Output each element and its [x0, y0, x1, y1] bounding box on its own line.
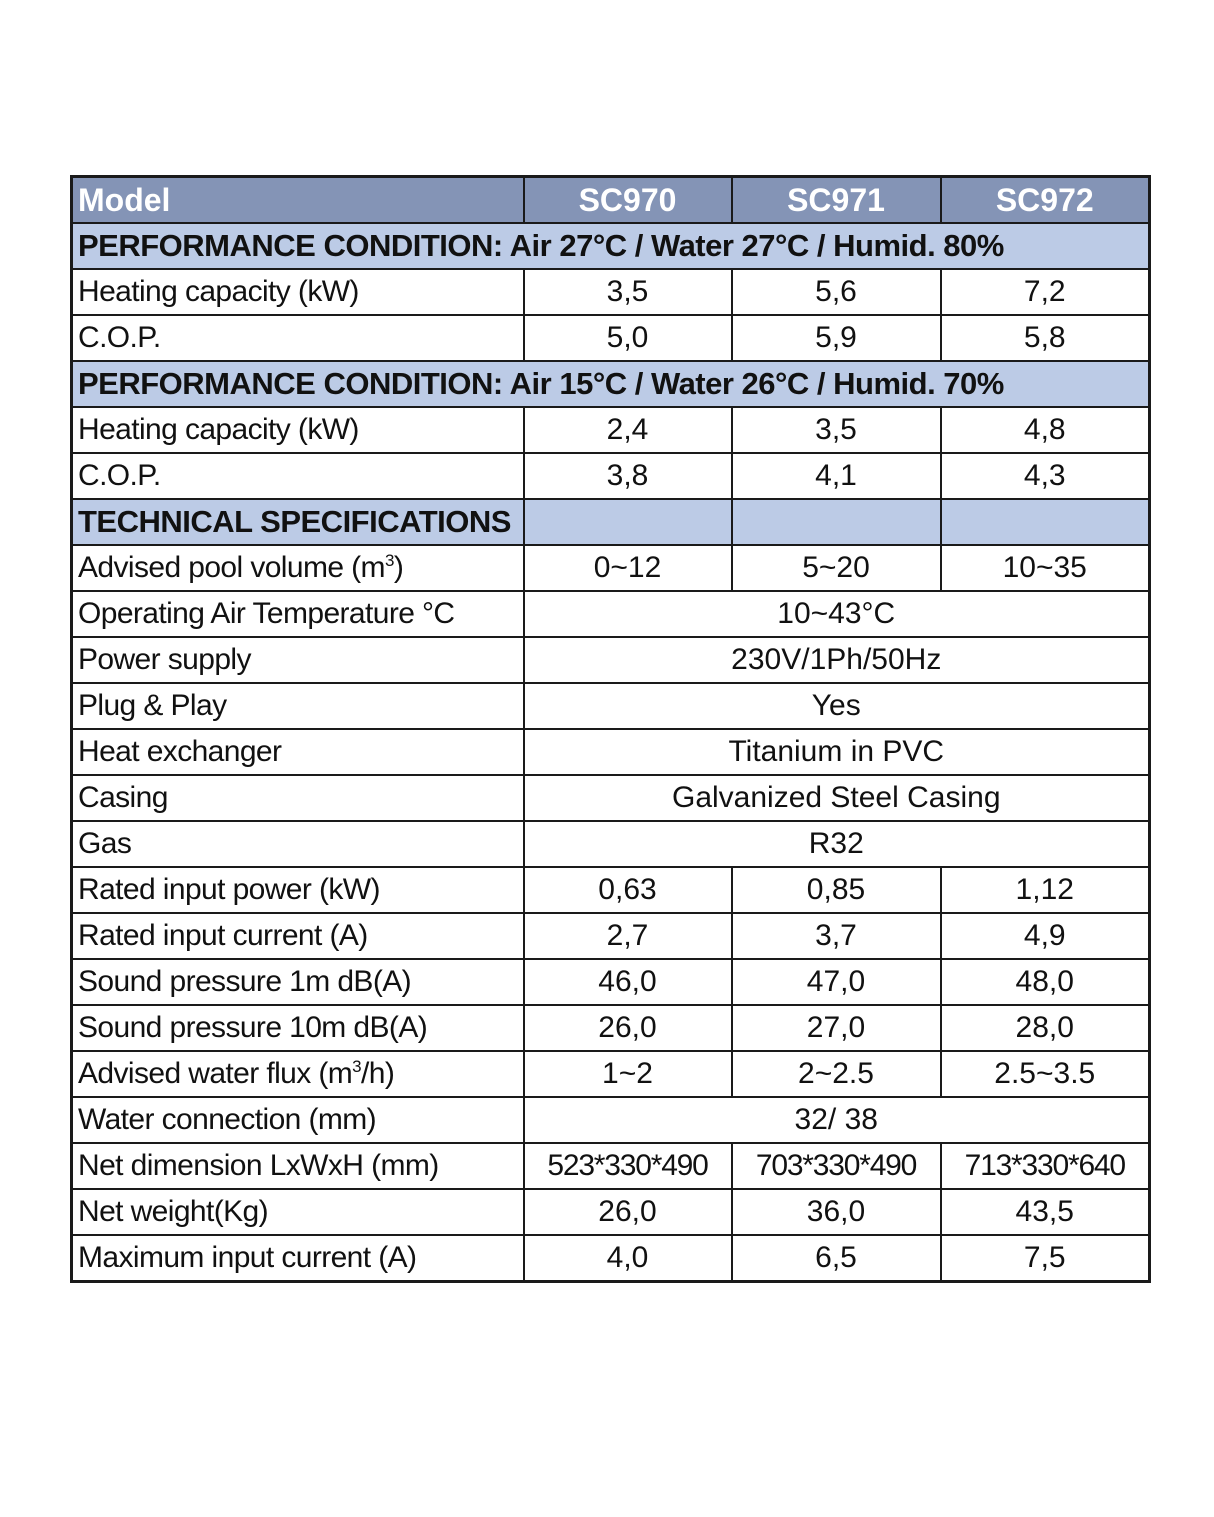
row-label: Rated input current (A)	[72, 913, 524, 959]
table-row	[72, 591, 1150, 637]
model-name-sc970: SC970	[524, 177, 732, 224]
cell-value: 47,0	[732, 959, 941, 1005]
cell-value: 27,0	[732, 1005, 941, 1051]
cell-value: 5,0	[524, 315, 732, 361]
table-row	[72, 959, 1150, 1005]
row-label: Sound pressure 10m dB(A)	[72, 1005, 524, 1051]
row-label: Heating capacity (kW)	[72, 407, 524, 453]
row-label: Operating Air Temperature °C	[72, 591, 524, 637]
table-row	[72, 637, 1150, 683]
cell-value: 10~35	[941, 545, 1150, 591]
label-text: Advised water flux (m	[78, 1057, 353, 1090]
section-empty-cell	[732, 499, 941, 545]
model-name-sc971: SC971	[732, 177, 941, 224]
row-label: Sound pressure 1m dB(A)	[72, 959, 524, 1005]
section-title-technical: TECHNICAL SPECIFICATIONS	[72, 499, 524, 545]
row-label: Gas	[72, 821, 524, 867]
label-text-end: /h)	[361, 1057, 395, 1090]
cell-value: 0,63	[524, 867, 732, 913]
table-row	[72, 1005, 1150, 1051]
section-row-technical	[72, 499, 1150, 545]
row-label	[72, 1051, 524, 1097]
section-title-performance-2: PERFORMANCE CONDITION: Air 15°C / Water 26°C / Humid. 70%	[72, 361, 1150, 407]
cell-value: 0,85	[732, 867, 941, 913]
cell-value-merged: 230V/1Ph/50Hz	[524, 637, 1150, 683]
cell-value: 7,5	[941, 1235, 1150, 1282]
section-empty-cell	[524, 499, 732, 545]
spec-table	[70, 175, 1151, 1283]
table-row	[72, 1189, 1150, 1235]
table-row	[72, 913, 1150, 959]
row-label: Power supply	[72, 637, 524, 683]
table-row	[72, 729, 1150, 775]
section-empty-cell	[941, 499, 1150, 545]
row-label: C.O.P.	[72, 315, 524, 361]
cell-value: 523*330*490	[524, 1143, 732, 1189]
cell-value: 5,9	[732, 315, 941, 361]
table-row	[72, 775, 1150, 821]
table-row	[72, 407, 1150, 453]
cell-value: 26,0	[524, 1189, 732, 1235]
cell-value: 713*330*640	[941, 1143, 1150, 1189]
cell-value-merged: Yes	[524, 683, 1150, 729]
row-label: Net dimension LxWxH (mm)	[72, 1143, 524, 1189]
cell-value: 3,5	[524, 269, 732, 315]
cell-value: 7,2	[941, 269, 1150, 315]
model-name-sc972: SC972	[941, 177, 1150, 224]
superscript: 3	[384, 551, 394, 570]
cell-value-merged: 32/ 38	[524, 1097, 1150, 1143]
cell-value: 4,8	[941, 407, 1150, 453]
table-row	[72, 453, 1150, 499]
row-label: Heating capacity (kW)	[72, 269, 524, 315]
cell-value: 48,0	[941, 959, 1150, 1005]
section-row-performance-2	[72, 361, 1150, 407]
cell-value-merged: Galvanized Steel Casing	[524, 775, 1150, 821]
table-row	[72, 821, 1150, 867]
superscript: 3	[352, 1057, 362, 1076]
cell-value: 2,7	[524, 913, 732, 959]
row-label: Net weight(Kg)	[72, 1189, 524, 1235]
section-title-performance-1: PERFORMANCE CONDITION: Air 27°C / Water 27°C / Humid. 80%	[72, 223, 1150, 269]
cell-value: 0~12	[524, 545, 732, 591]
cell-value-merged: 10~43°C	[524, 591, 1150, 637]
table-row	[72, 683, 1150, 729]
table-row	[72, 1097, 1150, 1143]
table-row	[72, 1051, 1150, 1097]
row-label: Casing	[72, 775, 524, 821]
cell-value: 2~2.5	[732, 1051, 941, 1097]
row-label	[72, 545, 524, 591]
cell-value: 26,0	[524, 1005, 732, 1051]
cell-value: 3,7	[732, 913, 941, 959]
row-label: Heat exchanger	[72, 729, 524, 775]
cell-value: 4,1	[732, 453, 941, 499]
table-row	[72, 315, 1150, 361]
table-row	[72, 867, 1150, 913]
cell-value: 4,3	[941, 453, 1150, 499]
cell-value: 1~2	[524, 1051, 732, 1097]
cell-value: 5,6	[732, 269, 941, 315]
cell-value: 703*330*490	[732, 1143, 941, 1189]
table-row	[72, 1143, 1150, 1189]
cell-value: 43,5	[941, 1189, 1150, 1235]
cell-value: 5,8	[941, 315, 1150, 361]
cell-value: 3,8	[524, 453, 732, 499]
cell-value-merged: Titanium in PVC	[524, 729, 1150, 775]
cell-value: 3,5	[732, 407, 941, 453]
cell-value: 4,9	[941, 913, 1150, 959]
cell-value-merged: R32	[524, 821, 1150, 867]
table-row	[72, 1235, 1150, 1282]
table-row	[72, 269, 1150, 315]
model-header-cell: Model	[72, 177, 524, 224]
label-text: Advised pool volume (m	[78, 551, 385, 584]
cell-value: 6,5	[732, 1235, 941, 1282]
cell-value: 4,0	[524, 1235, 732, 1282]
row-label: Plug & Play	[72, 683, 524, 729]
row-label: Maximum input current (A)	[72, 1235, 524, 1282]
cell-value: 28,0	[941, 1005, 1150, 1051]
label-text-end: )	[393, 551, 404, 584]
cell-value: 36,0	[732, 1189, 941, 1235]
cell-value: 2.5~3.5	[941, 1051, 1150, 1097]
row-label: C.O.P.	[72, 453, 524, 499]
cell-value: 5~20	[732, 545, 941, 591]
table-header-row	[72, 177, 1150, 224]
row-label: Rated input power (kW)	[72, 867, 524, 913]
section-row-performance-1	[72, 223, 1150, 269]
cell-value: 2,4	[524, 407, 732, 453]
cell-value: 1,12	[941, 867, 1150, 913]
cell-value: 46,0	[524, 959, 732, 1005]
row-label: Water connection (mm)	[72, 1097, 524, 1143]
table-row	[72, 545, 1150, 591]
